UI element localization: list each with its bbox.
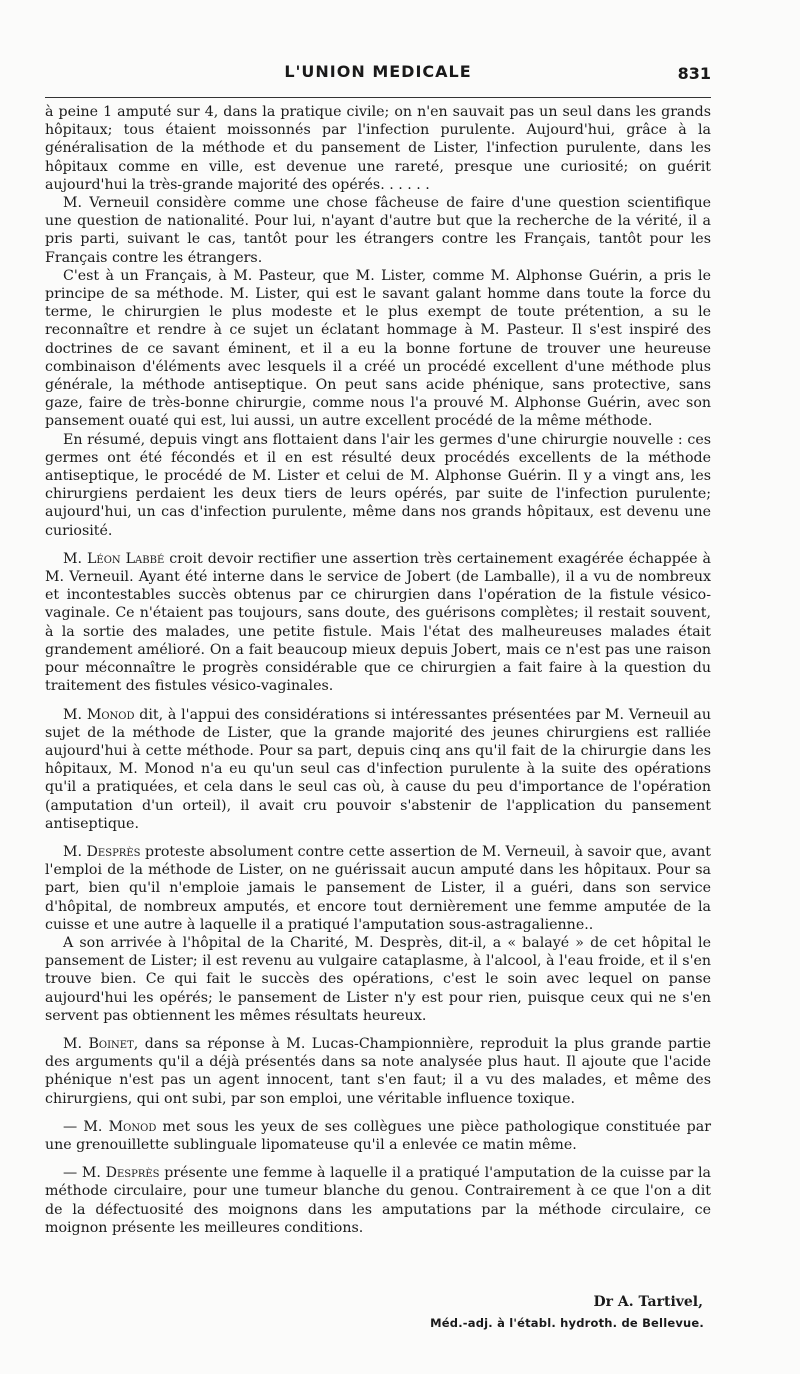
speaker-name: M. Desprès [63,843,141,860]
article-body [45,103,711,1237]
page-header [45,62,711,88]
speaker-name: M. Monod [63,706,135,723]
paragraph-6 [45,706,711,833]
author-signature: Dr A. Tartivel, [593,1294,703,1310]
paragraph-7 [45,843,711,934]
paragraph-3: C'est à un Français, à M. Pasteur, que M. Lister, comme M. Alphonse Guérin, a pris le principe de sa méthode. M. Lister, qui est le savant galant homme dans toute la force du terme, le chirurgien le plus modeste et le plus exempt de toute prétention, a su le reconnaître et rendre à ce sujet un éclatant hommage à M. Pasteur. Il s'est inspiré des doctrines de ce savant éminent, et il a eu la bonne fortune de trouver une heureuse combinaison d'éléments avec lesquels il a créé un procédé excellent d'une méthode plus générale, la méthode antiseptique. On peut sans acide phénique, sans protective, sans gaze, faire de très-bonne chirurgie, comme nous l'a prouvé M. Alphonse Guérin, avec son pansement ouaté qui est, lui aussi, un autre excellent procédé de la même méthode. [45,267,711,430]
speaker-name: M. Monod [83,1118,157,1135]
paragraph-9 [45,1035,711,1108]
paragraph-11 [45,1164,711,1237]
page-number: 831 [677,64,711,83]
paragraph-1: à peine 1 amputé sur 4, dans la pratique civile; on n'en sauvait pas un seul dans les grands hôpitaux; tous étaient moissonnés par l'infection purulente. Aujourd'hui, grâce à la généralisation de la méthode et du pansement de Lister, l'infection purulente, dans les hôpitaux comme en ville, est devenue une rareté, presque une curiosité; on guérit aujourd'hui la très-grande majorité des opérés. . . . . . [45,104,711,193]
speaker-name: M. Boinet [63,1035,134,1052]
paragraph-text: proteste absolument contre cette assertion de M. Verneuil, à savoir que, avant l'emploi de la méthode de Lister, on ne guérissait aucun amputé dans les hôpitaux. Pour sa part, bien qu'il n'emploie jamais le pansement de Lister, il a guéri, dans son service d'hôpital, de nombreux amputés, et encore tout dernièrement une femme amputée de la cuisse et une autre à laquelle il a pratiqué l'amputation sous-astragalienne.. [45,843,711,933]
dash-prefix: — [63,1165,82,1182]
paragraph-text: présente une femme à laquelle il a pratiqué l'amputation de la cuisse par la méthode circulaire, pour une tumeur blanche du genou. Contrairement à ce que l'on a dit de la défectuosité des moignons dans les amputations par la méthode circulaire, ce moignon présente les meilleures conditions. [45,1165,712,1236]
running-title: L'UNION MEDICALE [284,62,472,81]
dash-prefix: — [63,1118,84,1135]
paragraph-2: M. Verneuil considère comme une chose fâcheuse de faire d'une question scientifique une question de nationalité. Pour lui, n'ayant d'autre but que la recherche de la vérité, il a pris parti, suivant le cas, tantôt pour les étrangers contre les Français, tantôt pour les Français contre les étrangers. [45,195,711,266]
speaker-name: M. Desprès [81,1165,160,1182]
paragraph-5 [45,550,711,696]
paragraph-4: En résumé, depuis vingt ans flottaient dans l'air les germes d'une chirurgie nouvelle : ces germes ont été fécondés et il en est résulté deux procédés excellents de la méthode antiseptique, le procédé de M. Lister et celui de M. Alphonse Guérin. Il y a vingt ans, les chirurgiens perdaient les deux tiers de leurs opérés, par suite de l'infection purulente; aujourd'hui, un cas d'infection purulente, même dans nos grands hôpitaux, est devenu une curiosité. [45,431,711,539]
paragraph-text: croit devoir rectifier une assertion très certainement exagérée échappée à M. Verneuil. Ayant été interne dans le service de Jobert (de Lamballe), il a vu de nombreux et incontestables succès obtenus par ce chirurgien dans l'opération de la fistule vésico-vaginale. Ce n'étaient pas toujours, sans doute, des guérisons complètes; il restait souvent, à la sortie des malades, une petite fistule. Mais l'état des malheureuses malades était grandement amélioré. On a fait beaucoup mieux depuis Jobert, mais ce n'est pas une raison pour méconnaître le progrès considérable que ce chirurgien a fait faire à la question du traitement des fistules vésico-vaginales. [45,550,712,695]
header-rule [45,97,711,98]
author-affiliation: Méd.-adj. à l'établ. hydroth. de Bellevue. [430,1316,704,1330]
paragraph-text: , dans sa réponse à M. Lucas-Championnière, reproduit la plus grande partie des arguments qu'il a déjà présentés dans sa note analysée plus haut. Il ajoute que l'acide phénique n'est pas un agent innocent, tant s'en faut; il a vu des malades, et même des chirurgiens, qui ont subi, par son emploi, une véritable influence toxique. [45,1035,711,1107]
paragraph-10 [45,1118,711,1154]
paragraph-text: met sous les yeux de ses collègues une pièce pathologique constituée par une grenouillette sublinguale lipomateuse qu'il a enlevée ce matin même. [45,1118,711,1153]
speaker-name: M. Léon Labbé [63,550,165,567]
paragraph-8: A son arrivée à l'hôpital de la Charité, M. Desprès, dit-il, a « balayé » de cet hôpital le pansement de Lister; il est revenu au vulgaire cataplasme, à l'alcool, à l'eau froide, et il s'en trouve bien. Ce qui fait le succès des opérations, c'est le soin avec lequel on panse aujourd'hui les opérés; le pansement de Lister n'y est pour rien, puisque ceux qui ne s'en servent pas obtiennent les mêmes résultats heureux. [45,934,711,1024]
paragraph-text: dit, à l'appui des considérations si intéressantes présentées par M. Verneuil au sujet de la méthode de Lister, que la grande majorité des jeunes chirurgiens est ralliée aujourd'hui à cette méthode. Pour sa part, depuis cinq ans qu'il fait de la chirurgie dans les hôpitaux, M. Monod n'a eu qu'un seul cas d'infection purulente à la suite des opérations qu'il a pratiquées, et cela dans le seul cas où, à cause du peu d'importance de l'opération (amputation d'un orteil), il avait cru pouvoir s'abstenir de l'application du pansement antiseptique. [45,706,711,832]
